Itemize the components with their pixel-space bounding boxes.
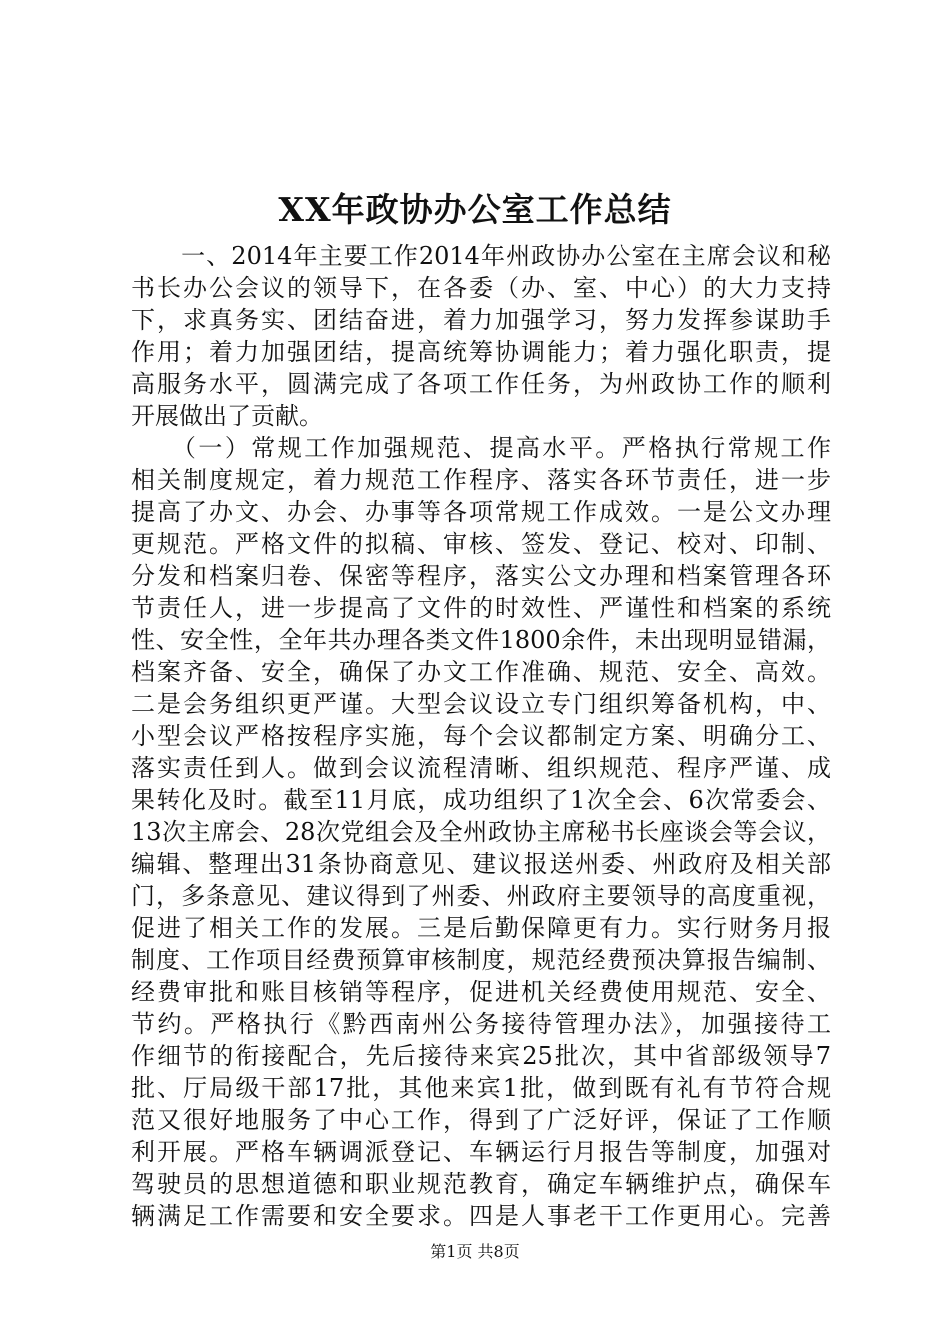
body-line: 果转化及时。截至11月底，成功组织了1次全会、6次常委会、 — [131, 786, 831, 814]
body-line: （一）常规工作加强规范、提高水平。严格执行常规工作 — [131, 434, 831, 462]
body-line: 制度、工作项目经费预算审核制度，规范经费预决算报告编制、 — [131, 946, 831, 974]
body-line: 作细节的衔接配合，先后接待来宾25批次，其中省部级领导7 — [131, 1042, 831, 1070]
body-line: 驾驶员的思想道德和职业规范教育，确定车辆维护点，确保车 — [131, 1170, 831, 1198]
body-line: 经费审批和账目核销等程序，促进机关经费使用规范、安全、 — [131, 978, 831, 1006]
body-line: 批、厅局级干部17批，其他来宾1批，做到既有礼有节符合规 — [131, 1074, 831, 1102]
body-line: 一、2014年主要工作2014年州政协办公室在主席会议和秘 — [131, 242, 831, 270]
body-line: 小型会议严格按程序实施，每个会议都制定方案、明确分工、 — [131, 722, 831, 750]
body-line: 辆满足工作需要和安全要求。四是人事老干工作更用心。完善 — [131, 1202, 831, 1230]
body-line: 利开展。严格车辆调派登记、车辆运行月报告等制度，加强对 — [131, 1138, 831, 1166]
body-line: 提高了办文、办会、办事等各项常规工作成效。一是公文办理 — [131, 498, 831, 526]
body-line: 相关制度规定，着力规范工作程序、落实各环节责任，进一步 — [131, 466, 831, 494]
body-line: 档案齐备、安全，确保了办文工作准确、规范、安全、高效。 — [131, 658, 831, 686]
body-line: 高服务水平，圆满完成了各项工作任务，为州政协工作的顺利 — [131, 370, 831, 398]
body-line: 更规范。严格文件的拟稿、审核、签发、登记、校对、印制、 — [131, 530, 831, 558]
body-line: 节约。严格执行《黔西南州公务接待管理办法》，加强接待工 — [131, 1010, 831, 1038]
document-body — [131, 240, 831, 1232]
body-line: 落实责任到人。做到会议流程清晰、组织规范、程序严谨、成 — [131, 754, 831, 782]
body-line: 门，多条意见、建议得到了州委、州政府主要领导的高度重视， — [131, 882, 831, 910]
body-line: 编辑、整理出31条协商意见、建议报送州委、州政府及相关部 — [131, 850, 831, 878]
body-line: 范又很好地服务了中心工作，得到了广泛好评，保证了工作顺 — [131, 1106, 831, 1134]
body-line: 下，求真务实、团结奋进，着力加强学习，努力发挥参谋助手 — [131, 306, 831, 334]
body-line: 二是会务组织更严谨。大型会议设立专门组织筹备机构，中、 — [131, 690, 831, 718]
body-line: 性、安全性，全年共办理各类文件1800余件，未出现明显错漏， — [131, 626, 831, 654]
page-indicator: 第1页 共8页 — [430, 1242, 520, 1261]
body-line: 分发和档案归卷、保密等程序，落实公文办理和档案管理各环 — [131, 562, 831, 590]
body-line: 作用；着力加强团结，提高统筹协调能力；着力强化职责，提 — [131, 338, 831, 366]
body-line: 促进了相关工作的发展。三是后勤保障更有力。实行财务月报 — [131, 914, 831, 942]
body-line: 节责任人，进一步提高了文件的时效性、严谨性和档案的系统 — [131, 594, 831, 622]
body-line: 书长办公会议的领导下，在各委（办、室、中心）的大力支持 — [131, 274, 831, 302]
document-title: XX年政协办公室工作总结 — [278, 190, 672, 229]
body-line: 开展做出了贡献。 — [131, 402, 323, 430]
body-line: 13次主席会、28次党组会及全州政协主席秘书长座谈会等会议， — [131, 818, 831, 846]
